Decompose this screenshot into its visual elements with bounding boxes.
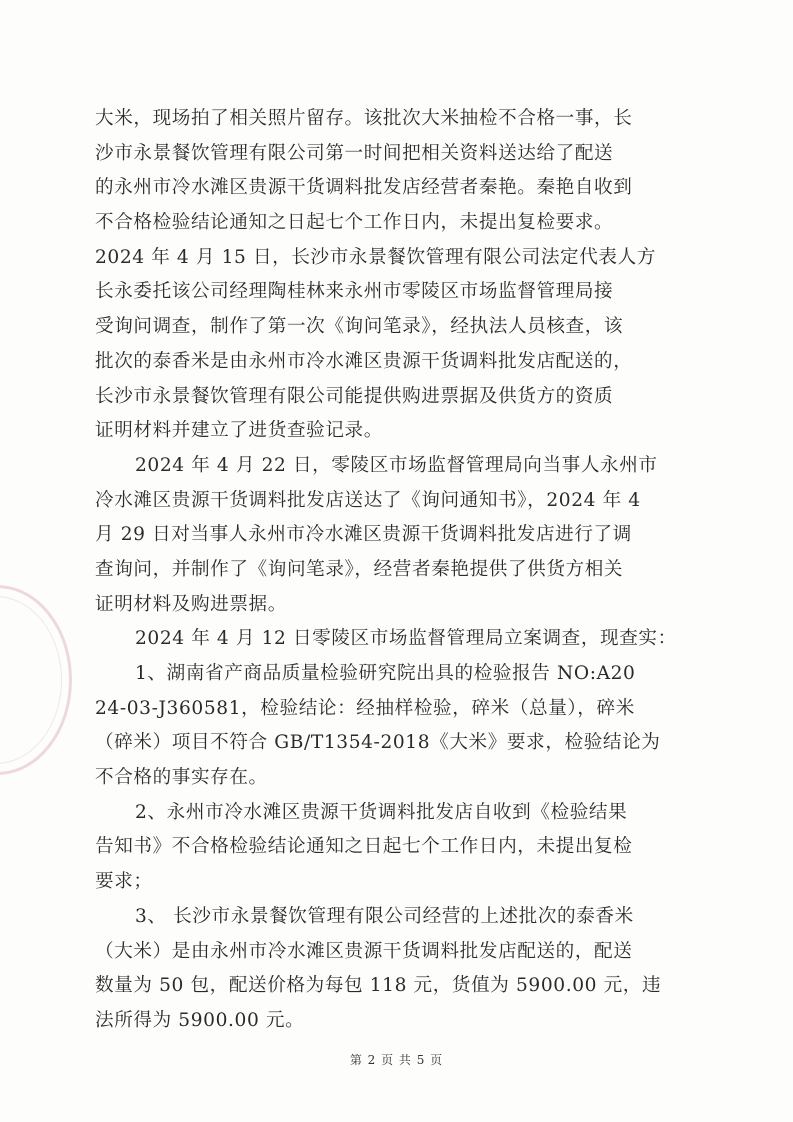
body-line: （碎米）项目不符合 GB/T1354-2018《大米》要求，检验结论为 <box>95 732 661 754</box>
body-line: 批次的泰香米是由永州市冷水滩区贵源干货调料批发店配送的， <box>95 350 633 372</box>
list-item-3-line: 3、 长沙市永景餐饮管理有限公司经营的上述批次的泰香米 <box>135 905 634 927</box>
document-body <box>95 102 690 1039</box>
body-line: 证明材料及购进票据。 <box>95 593 287 615</box>
body-line: 法所得为 5900.00 元。 <box>95 1009 305 1031</box>
body-line: 数量为 50 包，配送价格为每包 118 元，货值为 5900.00 元，违 <box>95 975 662 997</box>
paragraph-start-line: 2024 年 4 月 22 日，零陵区市场监督管理局向当事人永州市 <box>135 454 658 476</box>
body-line: 证明材料并建立了进货查验记录。 <box>95 420 383 442</box>
list-item-1-line: 1、湖南省产商品质量检验研究院出具的检验报告 NO:A20 <box>135 663 636 684</box>
body-line: 长永委托该公司经理陶桂林来永州市零陵区市场监督管理局接 <box>95 281 614 303</box>
body-line: 24-03-J360581，检验结论：经抽样检验，碎米（总量），碎米 <box>95 697 635 719</box>
body-line: 要求； <box>95 871 153 893</box>
body-line: 2024 年 4 月 15 日，长沙市永景餐饮管理有限公司法定代表人方 <box>95 246 657 268</box>
body-line: 月 29 日对当事人永州市冷水滩区贵源干货调料批发店进行了调 <box>95 524 632 546</box>
body-line: 长沙市永景餐饮管理有限公司能提供购进票据及供货方的资质 <box>95 385 614 407</box>
page-number-footer: 第 2 页 共 5 页 <box>349 1053 444 1067</box>
paragraph-start-line: 2024 年 4 月 12 日零陵区市场监督管理局立案调查，现查实： <box>135 628 677 650</box>
body-line: 不合格的事实存在。 <box>95 767 268 789</box>
list-item-2-line: 2、永州市冷水滩区贵源干货调料批发店自收到《检验结果 <box>135 801 628 823</box>
body-line: 冷水滩区贵源干货调料批发店送达了《询问通知书》，2024 年 4 <box>95 489 641 511</box>
body-line: 告知书》不合格检验结论通知之日起七个工作日内，未提出复检 <box>95 836 633 858</box>
body-line: 受询问调查，制作了第一次《询问笔录》，经执法人员核查，该 <box>95 316 624 338</box>
body-line: 大米，现场拍了相关照片留存。该批次大米抽检不合格一事，长 <box>95 108 633 129</box>
body-line: 不合格检验结论通知之日起七个工作日内，未提出复检要求。 <box>95 212 614 234</box>
body-line: （大米）是由永州市冷水滩区贵源干货调料批发店配送的，配送 <box>95 940 633 962</box>
body-line: 的永州市冷水滩区贵源干货调料批发店经营者秦艳。秦艳自收到 <box>95 177 633 199</box>
body-line: 查询问，并制作了《询问笔录》，经营者秦艳提供了供货方相关 <box>95 558 624 580</box>
body-line: 沙市永景餐饮管理有限公司第一时间把相关资料送达给了配送 <box>95 142 614 164</box>
